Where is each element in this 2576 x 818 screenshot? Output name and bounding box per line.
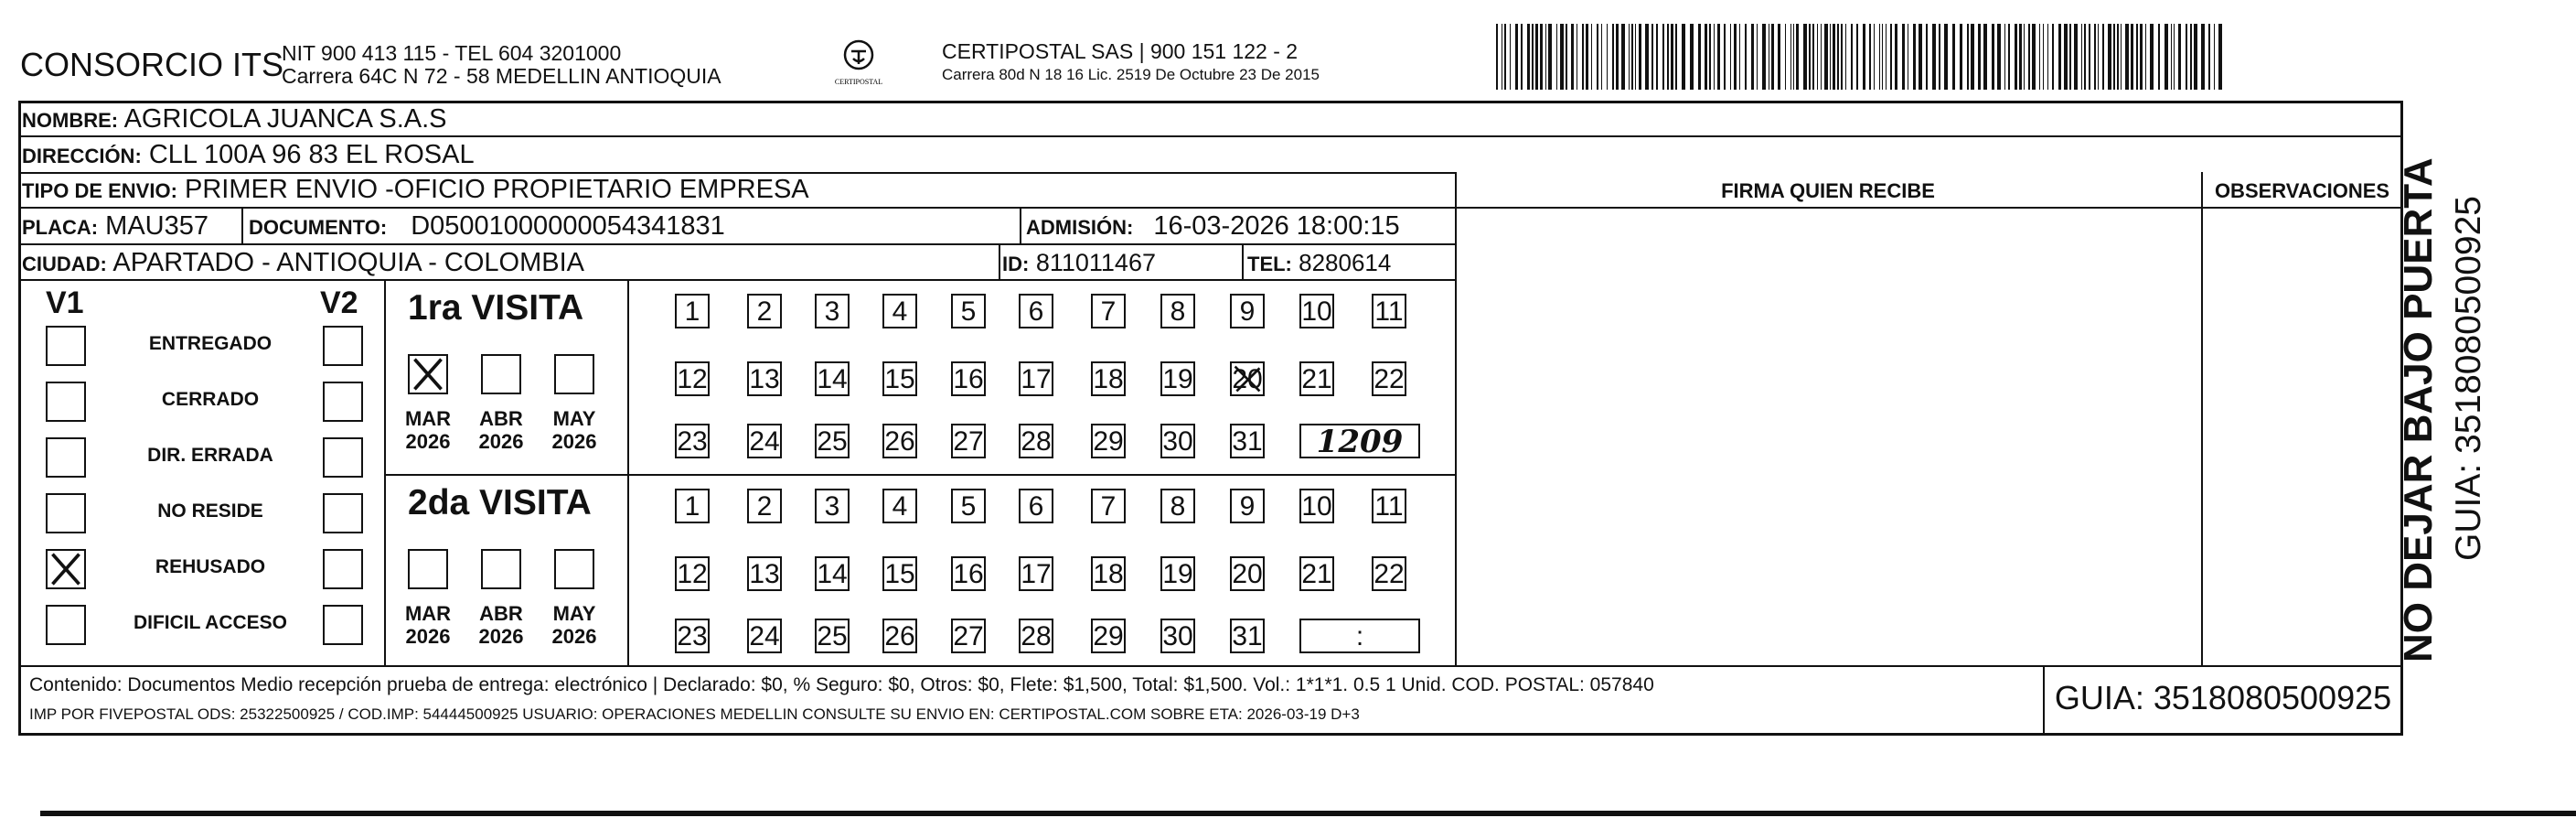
day-box[interactable]: [675, 361, 710, 396]
v1-checkbox[interactable]: [46, 493, 86, 533]
certipostal-logo-icon: [821, 37, 896, 90]
day-number: 4: [892, 491, 908, 522]
day-number: 5: [960, 296, 977, 327]
day-box[interactable]: [1230, 361, 1265, 396]
month-label: ABR: [479, 407, 523, 430]
day-box[interactable]: [815, 294, 850, 328]
month-checkbox[interactable]: [408, 549, 448, 589]
v2-checkbox[interactable]: [323, 382, 363, 422]
year-label: 2026: [551, 430, 597, 453]
day-box[interactable]: [951, 294, 986, 328]
direccion-label: DIRECCIÓN:: [22, 145, 142, 167]
day-box[interactable]: [815, 489, 850, 523]
logo-text: CERTIPOSTAL: [834, 78, 883, 86]
time-box[interactable]: [1299, 619, 1420, 653]
status-label: DIR. ERRADA: [147, 445, 273, 466]
placa-label: PLACA:: [22, 216, 99, 239]
nombre-label: NOMBRE:: [22, 109, 119, 132]
v1-checkbox[interactable]: [46, 437, 86, 478]
day-number: 28: [1021, 426, 1052, 457]
barcode: [1496, 24, 2228, 90]
day-box[interactable]: [675, 424, 710, 458]
day-number: 16: [953, 364, 984, 394]
day-number: 25: [817, 621, 848, 651]
day-number: 1: [684, 296, 700, 327]
day-box[interactable]: [1372, 361, 1406, 396]
day-box[interactable]: [747, 294, 782, 328]
id-value: 811011467: [1035, 249, 1156, 276]
day-number: 11: [1374, 296, 1404, 327]
month-label: MAR: [404, 602, 452, 625]
day-box[interactable]: [951, 619, 986, 653]
day-number: 8: [1170, 491, 1186, 522]
placa-field: [22, 210, 208, 243]
v2-checkbox[interactable]: [323, 437, 363, 478]
day-number: 5: [960, 491, 977, 522]
admision-value: 16-03-2026 18:00:15: [1153, 211, 1400, 241]
day-box[interactable]: [675, 556, 710, 591]
day-number: 12: [677, 364, 708, 394]
tipo-envio-label: TIPO DE ENVIO:: [22, 179, 177, 202]
firma-area[interactable]: [1458, 210, 2200, 663]
visit-title: 2da VISITA: [408, 483, 592, 522]
day-number: 29: [1093, 621, 1124, 651]
status-label: DIFICIL ACCESO: [133, 612, 287, 633]
direccion-value: CLL 100A 96 83 EL ROSAL: [148, 140, 475, 169]
day-box[interactable]: [1160, 619, 1195, 653]
impresion-text: IMP POR FIVEPOSTAL ODS: 25322500925 / COD.IMP: 54444500925 USUARIO: OPERACIONES MEDELLIN CONSULTE SU ENVIO EN: CERTIPOSTAL.COM SOBRE ETA: 2026-03-19 D+3: [29, 705, 1360, 723]
month-checkbox[interactable]: [554, 354, 594, 394]
contenido-text: Contenido: Documentos Medio recepción prueba de entrega: electrónico | Declarado: $0, % Seguro: $0, Otros: $0, Flete: $1,500, Total: $1,500. Vol.: 1*1*1. 0.5 1 Unid. COD. POSTAL: 057840: [29, 674, 1654, 695]
day-number: 17: [1021, 364, 1052, 394]
time-box[interactable]: [1299, 424, 1420, 458]
day-box[interactable]: [882, 619, 917, 653]
day-box[interactable]: [747, 489, 782, 523]
certipostal-logo: [821, 37, 896, 90]
firma-header: FIRMA QUIEN RECIBE: [1721, 179, 1935, 202]
cell-divider: [1242, 243, 1244, 279]
v2-checkbox[interactable]: [323, 326, 363, 366]
day-box[interactable]: [1160, 556, 1195, 591]
ciudad-field: [22, 247, 584, 280]
day-box[interactable]: [1091, 294, 1126, 328]
day-number: 15: [884, 559, 915, 589]
v1-checkbox[interactable]: [46, 382, 86, 422]
day-number: 1: [684, 491, 700, 522]
day-number: 24: [749, 426, 780, 457]
day-box[interactable]: [1372, 294, 1406, 328]
month-checkbox[interactable]: [554, 549, 594, 589]
day-number: 27: [953, 426, 984, 457]
day-number: 26: [884, 621, 915, 651]
day-number: 12: [677, 559, 708, 589]
documento-value: D05001000000054341831: [411, 211, 725, 241]
day-box[interactable]: [1160, 294, 1195, 328]
day-number: 15: [884, 364, 915, 394]
day-box[interactable]: [1230, 294, 1265, 328]
observaciones-header: OBSERVACIONES: [2214, 179, 2390, 202]
x-mark-icon: [48, 551, 84, 587]
day-number: 18: [1093, 559, 1124, 589]
day-number: 3: [824, 491, 840, 522]
cell-divider: [1020, 207, 1021, 243]
day-box[interactable]: [747, 619, 782, 653]
day-box[interactable]: [1019, 294, 1053, 328]
carrier-info-line2: Carrera 80d N 18 16 Lic. 2519 De Octubre 23 De 2015: [942, 66, 1320, 83]
v1-checkbox[interactable]: [46, 549, 86, 589]
day-number: 7: [1100, 296, 1117, 327]
row-divider: [18, 207, 2403, 209]
day-box[interactable]: [675, 619, 710, 653]
day-box[interactable]: [1019, 489, 1053, 523]
status-label: CERRADO: [161, 389, 260, 410]
day-number: 14: [817, 559, 848, 589]
day-number: 26: [884, 426, 915, 457]
day-number: 30: [1162, 621, 1193, 651]
side-guia-text: GUIA: 3518080500925: [2449, 196, 2488, 561]
day-box[interactable]: [1230, 424, 1265, 458]
day-box[interactable]: [1019, 361, 1053, 396]
day-box[interactable]: [951, 361, 986, 396]
tel-field: [1247, 247, 1391, 280]
day-box[interactable]: [675, 489, 710, 523]
cell-divider: [999, 243, 1000, 279]
day-number: 20: [1232, 364, 1263, 394]
day-box[interactable]: [1299, 489, 1334, 523]
year-label: 2026: [405, 430, 451, 453]
day-box[interactable]: [882, 361, 917, 396]
day-box[interactable]: [1230, 489, 1265, 523]
day-number: 11: [1374, 491, 1404, 522]
day-number: 6: [1028, 296, 1044, 327]
day-number: 13: [749, 364, 780, 394]
x-mark-icon: [410, 356, 446, 393]
day-box[interactable]: [951, 489, 986, 523]
row-divider: [18, 243, 1455, 245]
day-box[interactable]: [1230, 619, 1265, 653]
day-box[interactable]: [747, 361, 782, 396]
day-number: 21: [1301, 364, 1332, 394]
day-box[interactable]: [882, 294, 917, 328]
tel-label: TEL:: [1247, 253, 1292, 275]
year-label: 2026: [405, 625, 451, 648]
day-number: 25: [817, 426, 848, 457]
id-field: [1002, 247, 1156, 280]
day-number: 14: [817, 364, 848, 394]
ciudad-label: CIUDAD:: [22, 253, 107, 275]
day-box[interactable]: [1299, 294, 1334, 328]
day-box[interactable]: [1299, 361, 1334, 396]
day-number: 27: [953, 621, 984, 651]
visit-title: 1ra VISITA: [408, 288, 584, 328]
placa-value: MAU357: [105, 211, 208, 241]
section-divider: [627, 279, 629, 665]
section-divider: [384, 279, 386, 665]
x-mark-icon: [1232, 363, 1263, 394]
day-box[interactable]: [1299, 556, 1334, 591]
day-box[interactable]: [815, 361, 850, 396]
status-label: ENTREGADO: [148, 333, 273, 354]
day-number: 16: [953, 559, 984, 589]
day-box[interactable]: [882, 489, 917, 523]
day-number: 3: [824, 296, 840, 327]
day-number: 19: [1162, 559, 1193, 589]
tipo-envio-field: [22, 174, 809, 207]
v1-checkbox[interactable]: [46, 326, 86, 366]
month-label: MAY: [552, 602, 596, 625]
company-info-line2: Carrera 64C N 72 - 58 MEDELLIN ANTIOQUIA: [282, 64, 721, 88]
column-divider: [2201, 172, 2203, 665]
day-number: 31: [1232, 426, 1263, 457]
day-box[interactable]: [1091, 556, 1126, 591]
day-box[interactable]: [1019, 556, 1053, 591]
day-number: 24: [749, 621, 780, 651]
day-box[interactable]: [1160, 489, 1195, 523]
day-number: 8: [1170, 296, 1186, 327]
month-checkbox[interactable]: [481, 549, 521, 589]
day-box[interactable]: [815, 556, 850, 591]
day-box[interactable]: [882, 424, 917, 458]
day-number: 18: [1093, 364, 1124, 394]
day-box[interactable]: [1160, 424, 1195, 458]
year-label: 2026: [551, 625, 597, 648]
direccion-field: [22, 139, 475, 172]
v1-label: V1: [46, 285, 84, 320]
day-number: 9: [1239, 491, 1256, 522]
visit-divider: [384, 474, 1455, 476]
day-box[interactable]: [1091, 361, 1126, 396]
day-box[interactable]: [1091, 489, 1126, 523]
day-number: 10: [1301, 491, 1332, 522]
day-number: 2: [756, 491, 773, 522]
day-number: 23: [677, 621, 708, 651]
day-number: 21: [1301, 559, 1332, 589]
day-number: 31: [1232, 621, 1263, 651]
day-box[interactable]: [951, 556, 986, 591]
admision-field: [1026, 210, 1400, 243]
day-number: 22: [1374, 364, 1405, 394]
day-box[interactable]: [951, 424, 986, 458]
day-number: 30: [1162, 426, 1193, 457]
documento-field: [249, 210, 725, 243]
no-dejar-bajo-puerta-text: NO DEJAR BAJO PUERTA: [2396, 157, 2441, 662]
observaciones-area[interactable]: [2204, 210, 2401, 663]
tipo-envio-value: PRIMER ENVIO -OFICIO PROPIETARIO EMPRESA: [184, 175, 809, 204]
time-value: :: [1355, 621, 1364, 651]
day-box[interactable]: [747, 556, 782, 591]
day-number: 17: [1021, 559, 1052, 589]
day-box[interactable]: [1091, 619, 1126, 653]
day-number: 28: [1021, 621, 1052, 651]
day-number: 4: [892, 296, 908, 327]
time-value: 1209: [1316, 424, 1404, 460]
day-number: 19: [1162, 364, 1193, 394]
month-label: MAR: [404, 407, 452, 430]
id-label: ID:: [1002, 253, 1030, 275]
day-number: 13: [749, 559, 780, 589]
day-box[interactable]: [747, 424, 782, 458]
company-name: CONSORCIO ITS: [20, 46, 284, 83]
tel-value: 8280614: [1299, 249, 1392, 276]
day-box[interactable]: [815, 619, 850, 653]
day-number: 9: [1239, 296, 1256, 327]
admision-label: ADMISIÓN:: [1026, 216, 1134, 239]
day-box[interactable]: [1091, 424, 1126, 458]
page-separator: [40, 811, 2576, 816]
status-label: REHUSADO: [155, 556, 266, 577]
day-box[interactable]: [1372, 556, 1406, 591]
column-divider: [1455, 172, 1457, 665]
day-box[interactable]: [1019, 619, 1053, 653]
month-checkbox[interactable]: [408, 354, 448, 394]
documento-label: DOCUMENTO:: [249, 216, 388, 239]
day-box[interactable]: [815, 424, 850, 458]
day-number: 7: [1100, 491, 1117, 522]
day-number: 22: [1374, 559, 1405, 589]
day-number: 29: [1093, 426, 1124, 457]
day-box[interactable]: [1160, 361, 1195, 396]
v2-checkbox[interactable]: [323, 549, 363, 589]
month-label: MAY: [552, 407, 596, 430]
ciudad-value: APARTADO - ANTIOQUIA - COLOMBIA: [112, 248, 585, 277]
nombre-field: [22, 103, 447, 136]
day-number: 10: [1301, 296, 1332, 327]
day-number: 6: [1028, 491, 1044, 522]
guia-box: GUIA: 3518080500925: [2054, 679, 2392, 716]
v1-checkbox[interactable]: [46, 605, 86, 645]
day-box[interactable]: [675, 294, 710, 328]
day-box[interactable]: [882, 556, 917, 591]
status-label: NO RESIDE: [157, 500, 263, 522]
company-info-line1: NIT 900 413 115 - TEL 604 3201000: [282, 41, 622, 65]
year-label: 2026: [478, 430, 524, 453]
day-number: 2: [756, 296, 773, 327]
month-label: ABR: [479, 602, 523, 625]
day-box[interactable]: [1372, 489, 1406, 523]
day-number: 20: [1232, 559, 1263, 589]
footer-divider: [18, 665, 2403, 667]
nombre-value: AGRICOLA JUANCA S.A.S: [123, 104, 447, 134]
v2-checkbox[interactable]: [323, 605, 363, 645]
cell-divider: [241, 207, 243, 243]
day-number: 23: [677, 426, 708, 457]
day-box[interactable]: [1230, 556, 1265, 591]
carrier-info-line1: CERTIPOSTAL SAS | 900 151 122 - 2: [942, 39, 1299, 63]
year-label: 2026: [478, 625, 524, 648]
v2-label: V2: [320, 285, 358, 320]
day-box[interactable]: [1019, 424, 1053, 458]
month-checkbox[interactable]: [481, 354, 521, 394]
v2-checkbox[interactable]: [323, 493, 363, 533]
